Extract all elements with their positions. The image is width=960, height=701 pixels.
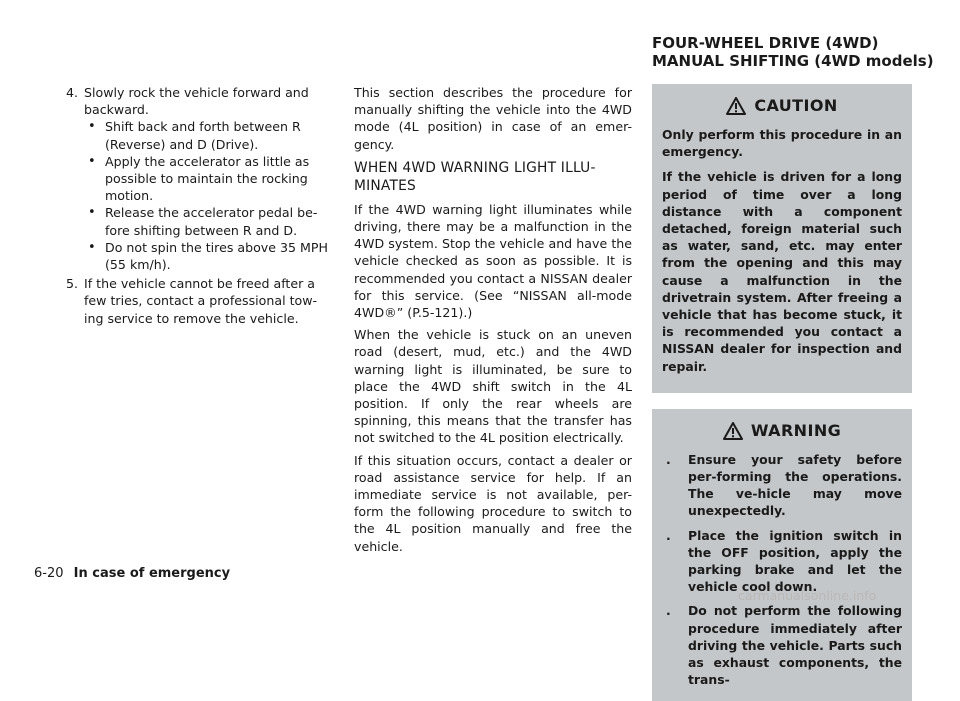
bullet-dot: . — [666, 527, 671, 543]
caution-box — [652, 84, 912, 393]
page-number: 6-20 — [34, 566, 64, 581]
warning-title — [662, 417, 902, 445]
step-5 — [66, 275, 332, 327]
column-middle — [354, 84, 632, 560]
paragraph: If the 4WD warning light illuminates while driving, there may be a malfunction in the 4WD system. Stop the vehicle and have the vehicle checked as soon as possible. It is recommended you contact a NISSAN dealer for this service. (See “NISSAN all-mode 4WD®” (P.5-121).) — [354, 201, 632, 321]
caution-paragraph: Only perform this procedure in an emergency. — [662, 127, 902, 160]
section-header — [652, 34, 952, 70]
paragraph: If this situation occurs, contact a dealer or road assistance service for help. If an immediate service is not available, per-form the following procedure to switch to the 4L position manually and free the vehicle. — [354, 452, 632, 554]
step-number: 5. — [66, 276, 79, 292]
step-number: 4. — [66, 85, 79, 100]
warning-item — [662, 451, 902, 520]
section-header-line2: MANUAL SHIFTING (4WD models) — [652, 52, 934, 70]
step-text: If the vehicle cannot be freed after a few tries, contact a professional tow-ing service to remove the vehicle. — [84, 276, 318, 326]
page-footer — [34, 566, 230, 581]
caution-title — [662, 92, 902, 120]
warning-triangle-icon — [726, 97, 746, 115]
warning-item-text: Place the ignition switch in the OFF position, apply the parking brake and let the vehicle cool down. — [688, 527, 902, 595]
warning-title-text: WARNING — [750, 421, 842, 441]
column-right — [652, 84, 912, 701]
caution-paragraph: If the vehicle is driven for a long period of time over a long distance with a component detached, foreign material such as water, sand, etc. may enter from the opening and this may cause a malfunction in the drivetrain system. After freeing a vehicle that has become stuck, it is recommended you contact a NISSAN dealer for inspection and repair. — [662, 169, 902, 374]
bullet-dot: . — [666, 603, 671, 619]
warning-triangle-icon — [723, 422, 743, 440]
bullet-dot: . — [666, 451, 671, 467]
step-4 — [66, 84, 332, 118]
list-item: • Do not spin the tires above 35 MPH (55 km/h). — [88, 239, 332, 273]
step-text: Slowly rock the vehicle forward and backward. — [84, 85, 309, 118]
warning-item — [662, 527, 902, 596]
paragraph: When the vehicle is stuck on an uneven road (desert, mud, etc.) and the 4WD warning light is illuminated, be sure to place the 4WD shift switch in the 4L position. If only the rear wheels are spinning, this means that the transfer has not switched to the 4L position electrically. — [354, 327, 632, 446]
watermark: carmanualsonline.info — [738, 588, 877, 603]
warning-box — [652, 409, 912, 701]
subheading: WHEN 4WD WARNING LIGHT ILLU-MINATES — [354, 159, 596, 194]
intro-paragraph: This section describes the procedure for manually shifting the vehicle into the 4WD mode (4L position) in case of an emer-gency. — [354, 85, 632, 152]
chapter-title: In case of emergency — [73, 566, 231, 581]
list-item: • Apply the accelerator as little as possible to maintain the rocking motion. — [88, 153, 332, 205]
section-header-line1: FOUR-WHEEL DRIVE (4WD) — [652, 34, 879, 52]
caution-title-text: CAUTION — [754, 96, 838, 116]
warning-item-text: Do not perform the following procedure immediately after driving the vehicle. Parts such as exhaust components, the trans- — [688, 603, 902, 688]
warning-item-text: Ensure your safety before per-forming the operations. The ve-hicle may move unexpectedly. — [688, 451, 902, 519]
list-item: • Release the accelerator pedal be-fore shifting between R and D. — [88, 204, 332, 238]
column-left — [66, 84, 332, 327]
list-item: • Shift back and forth between R (Reverse) and D (Drive). — [88, 118, 332, 152]
warning-item — [662, 602, 902, 688]
